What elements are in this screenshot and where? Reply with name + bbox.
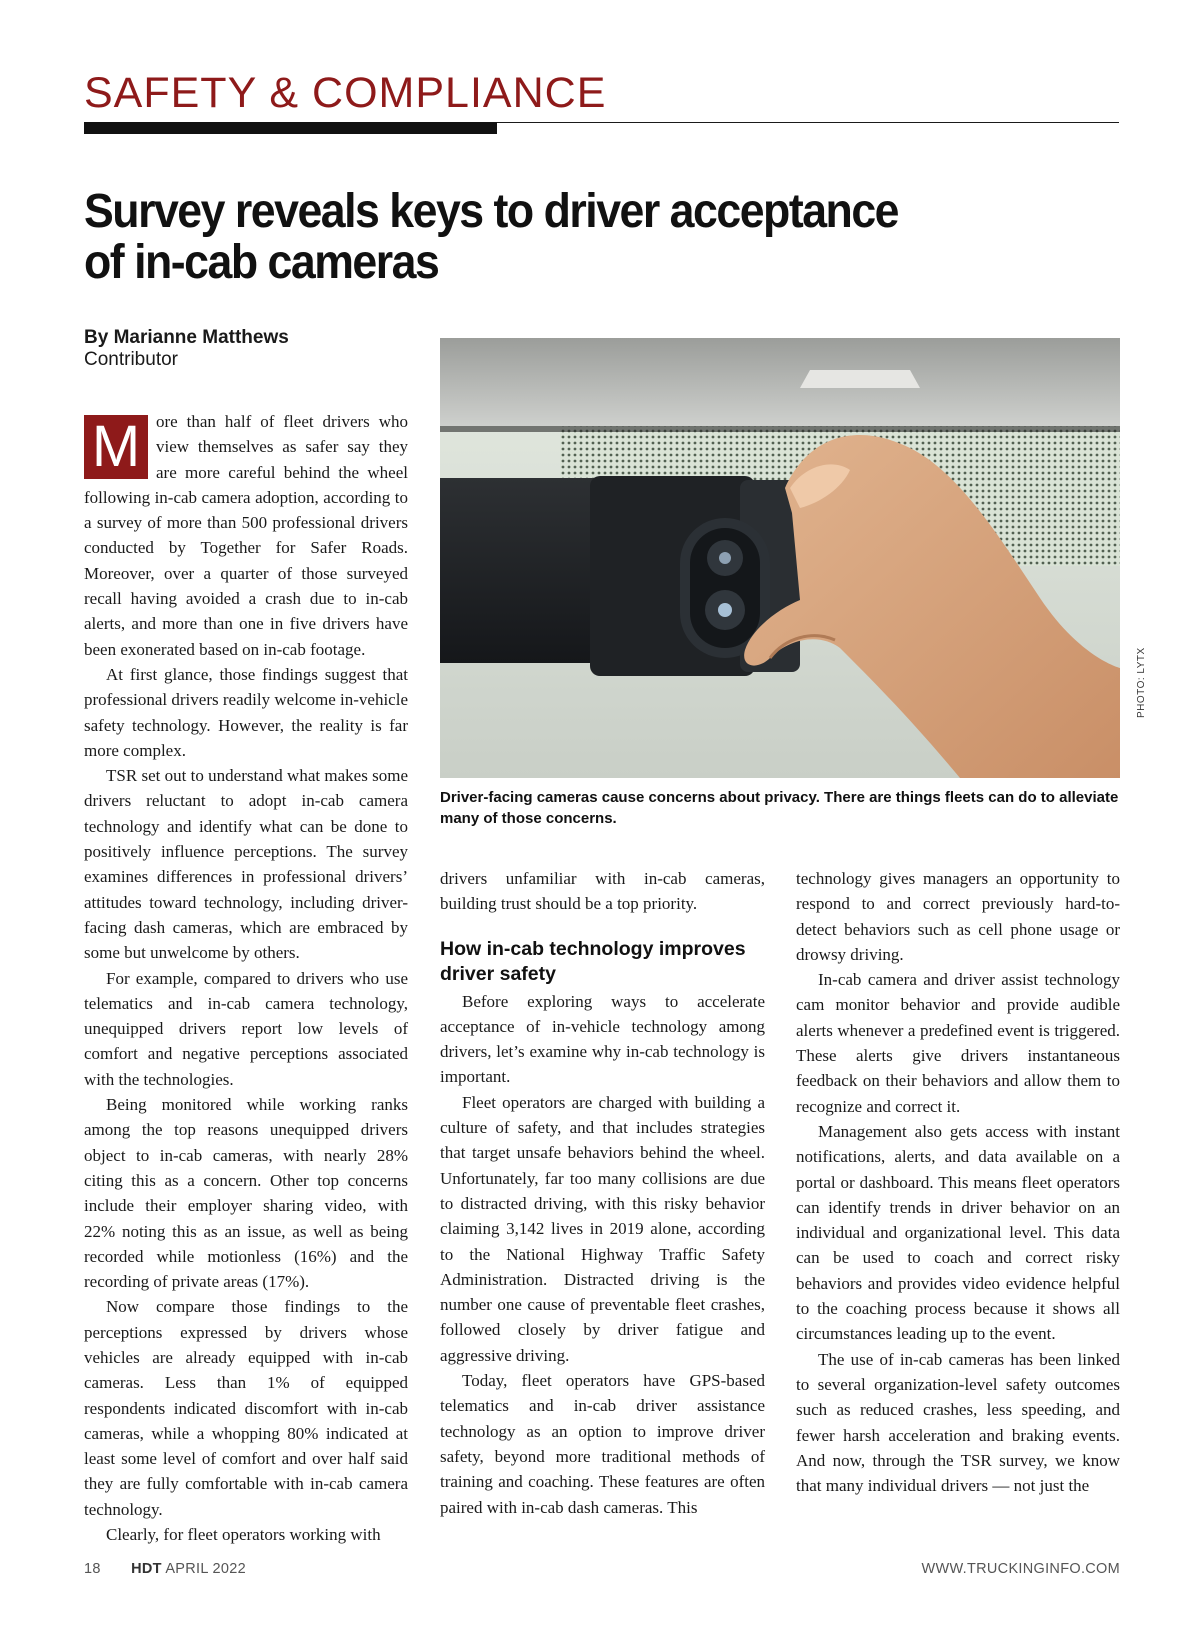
section-title: SAFETY & COMPLIANCE <box>84 69 607 117</box>
article-column-2 <box>440 866 765 1520</box>
issue-date: APRIL 2022 <box>165 1561 246 1577</box>
drop-cap: M <box>84 415 148 479</box>
section-rule-accent <box>84 122 497 134</box>
article-paragraph: Before exploring ways to accelerate acceptance of in-vehicle technology among drivers, let’s examine why in-cab technology is important. <box>440 991 765 1087</box>
byline-role: Contributor <box>84 349 178 370</box>
article-paragraph: At first glance, those findings suggest that professional drivers readily welcome in-vehicle safety technology. However, the reality is far more complex. <box>84 664 408 760</box>
article-paragraph: Now compare those findings to the perceptions expressed by drivers whose vehicles are already equipped with in-cab cameras. Less than 1% of equipped respondents indicated discomfort with in-cab cameras, while a whopping 80% indicated at least some level of comfort and over half said they are fully comfortable with in-cab camera technology. <box>84 1297 408 1519</box>
article-paragraph: Today, fleet operators have GPS-based telematics and in-cab driver assistance technology as an option to improve driver safety, beyond more traditional methods of training and coaching. These features are often paired with in-cab dash cameras. This <box>440 1371 765 1517</box>
section-subhead: How in-cab technology improves driver safety <box>440 937 746 985</box>
page-footer-left <box>84 1561 246 1577</box>
article-paragraph: TSR set out to understand what makes some drivers reluctant to adopt in-cab camera technology and identify what can be done to positively influence perceptions. The survey examines differences in professional drivers’ attitudes toward technology, including driver-facing dash cameras, which are embraced by some but unwelcome by others. <box>84 766 408 963</box>
article-headline: Survey reveals keys to driver acceptance of in-cab cameras <box>84 185 898 289</box>
article-paragraph: technology gives managers an opportunity to respond to and correct previously hard-to-detect behaviors such as cell phone usage or drowsy driving. <box>796 869 1120 964</box>
article-paragraph: Being monitored while working ranks among the top reasons unequipped drivers object to in-cab cameras, with nearly 28% citing this as a concern. Other top concerns include their employer sharing video, with 22% noting this as an issue, as well as being recorded while motionless (16%) and the recording of private areas (17%). <box>84 1095 408 1292</box>
lead-paragraph-text: ore than half of fleet drivers who view themselves as safer say they are more careful behind the wheel following in-cab camera adoption, according to a survey of more than 500 professional drivers conducted by Together for Safer Roads. Moreover, over a quarter of those surveyed recall having avoided a crash due to in-cab alerts, and more than one in five drivers have been exonerated based on in-cab footage. <box>84 412 408 659</box>
article-paragraph <box>84 409 408 662</box>
article-photo <box>440 338 1120 778</box>
byline <box>84 327 289 371</box>
magazine-brand: HDT <box>131 1561 162 1577</box>
byline-author: By Marianne Matthews <box>84 327 289 348</box>
photo-credit: PHOTO: LYTX <box>1136 647 1147 718</box>
photo-caption: Driver-facing cameras cause concerns about privacy. There are things fleets can do to alleviate many of those concerns. <box>440 789 1119 827</box>
article-paragraph: The use of in-cab cameras has been linked to several organization-level safety outcomes such as reduced crashes, less speeding, and fewer harsh acceleration and braking events. And now, through the TSR survey, we know that many individual drivers — not just the <box>796 1349 1120 1496</box>
article-paragraph: Clearly, for fleet operators working with <box>106 1525 381 1545</box>
article-paragraph: Management also gets access with instant notifications, alerts, and data available on a portal or dashboard. This means fleet operators can identify trends in driver behavior on an individual and organizational level. This data can be used to coach and correct risky behaviors and provides video evidence helpful to the coaching process because it shows all circumstances leading up to the event. <box>796 1121 1120 1344</box>
article-column-3 <box>796 866 1120 1498</box>
article-paragraph: In-cab camera and driver assist technology cam monitor behavior and provide audible alerts whenever a predefined event is triggered. These alerts give drivers instantaneous feedback on their behaviors and allow them to recognize and correct it. <box>796 970 1120 1116</box>
article-column-1 <box>84 409 408 1547</box>
page-number: 18 <box>84 1561 101 1577</box>
article-paragraph: Fleet operators are charged with building a culture of safety, and that includes strategies that target unsafe behaviors behind the wheel. Unfortunately, far too many collisions are due to distracted driving, with this risky behavior claiming 3,142 lives in 2019 alone, according to the National Highway Traffic Safety Administration. Distracted driving is the number one cause of preventable fleet crashes, followed closely by driver fatigue and aggressive driving. <box>440 1092 765 1365</box>
site-url: WWW.TRUCKINGINFO.COM <box>921 1561 1120 1577</box>
article-paragraph: drivers unfamiliar with in-cab cameras, building trust should be a top priority. <box>440 869 765 914</box>
article-paragraph: For example, compared to drivers who use telematics and in-cab camera technology, unequipped drivers report low levels of comfort and negative perceptions associated with the technologies. <box>84 968 408 1089</box>
